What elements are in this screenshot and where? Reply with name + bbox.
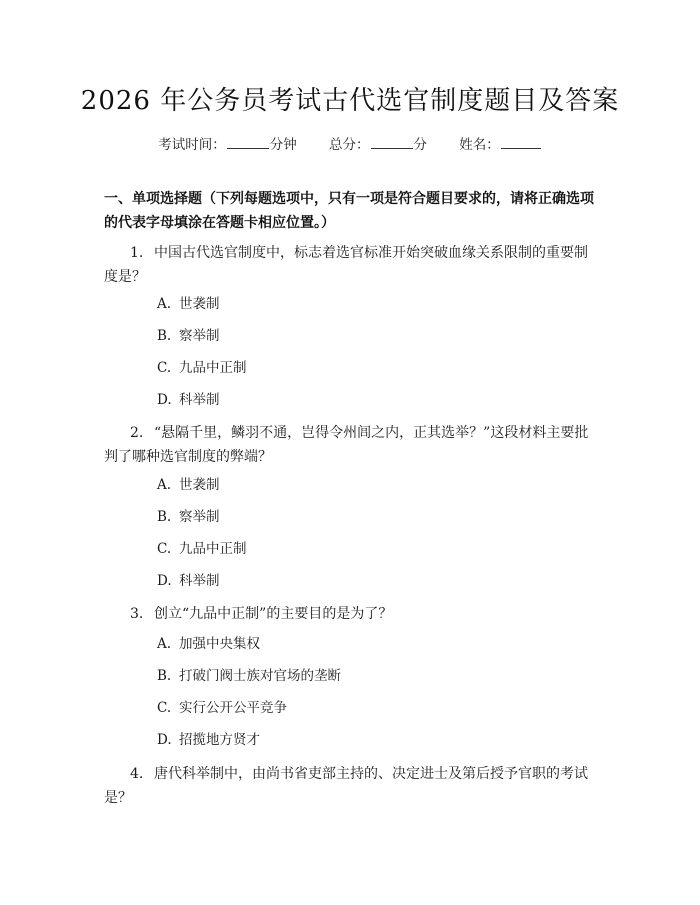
option-text: 科举制 [179, 392, 220, 408]
score-blank[interactable] [371, 134, 413, 149]
option-text: 世袭制 [179, 477, 220, 493]
exam-time [158, 137, 297, 153]
option-letter: A. [157, 477, 172, 493]
question-number: 1. [130, 245, 144, 261]
option-letter: A. [157, 636, 172, 652]
option-d[interactable] [157, 572, 220, 590]
option-b[interactable] [157, 327, 220, 345]
option-letter: C. [157, 700, 172, 716]
option-b[interactable] [157, 667, 341, 685]
option-letter: B. [157, 509, 172, 525]
time-blank[interactable] [227, 134, 269, 149]
question-text: 唐代科举制中，由尚书省吏部主持的、决定进士及第后授予官职的考试是？ [104, 766, 588, 806]
option-letter: B. [157, 328, 172, 344]
option-a[interactable] [157, 295, 220, 313]
section-heading: 一、单项选择题（下列每题选项中，只有一项是符合题目要求的，请将正确选项的代表字母填涂在答题卡相应位置。） [104, 191, 594, 231]
option-text: 打破门阀士族对官场的垄断 [179, 668, 341, 684]
exam-name [459, 137, 542, 153]
question-number: 3. [130, 606, 144, 622]
option-letter: D. [157, 573, 172, 589]
option-letter: D. [157, 732, 172, 748]
question [104, 241, 600, 289]
option-text: 实行公开公平竞争 [179, 700, 287, 716]
exam-meta [0, 133, 700, 153]
option-text: 世袭制 [179, 296, 220, 312]
question-number: 2. [130, 425, 144, 441]
question [104, 421, 600, 469]
option-text: 科举制 [179, 573, 220, 589]
question-text: 创立“九品中正制”的主要目的是为了？ [154, 606, 393, 622]
option-c[interactable] [157, 359, 247, 377]
question [104, 762, 600, 810]
question-number: 4. [130, 766, 144, 782]
option-c[interactable] [157, 540, 247, 558]
option-text: 招揽地方贤才 [179, 732, 260, 748]
question-text: “悬隔千里，鳞羽不通，岂得令州闾之内，正其选举？”这段材料主要批判了哪种选官制度的弊端？ [104, 425, 589, 465]
option-letter: C. [157, 541, 172, 557]
option-a[interactable] [157, 476, 220, 494]
option-c[interactable] [157, 699, 287, 717]
option-d[interactable] [157, 731, 260, 749]
option-b[interactable] [157, 508, 220, 526]
option-text: 察举制 [179, 328, 220, 344]
exam-score [329, 137, 427, 153]
name-blank[interactable] [501, 134, 541, 149]
option-letter: C. [157, 360, 172, 376]
option-text: 加强中央集权 [179, 636, 260, 652]
option-letter: D. [157, 392, 172, 408]
option-letter: A. [157, 296, 172, 312]
name-label: 姓名： [459, 137, 500, 153]
question [104, 602, 600, 626]
score-unit: 分 [413, 137, 427, 153]
option-a[interactable] [157, 635, 260, 653]
option-text: 九品中正制 [179, 360, 247, 376]
time-label: 考试时间： [158, 137, 226, 153]
time-unit: 分钟 [269, 137, 297, 153]
question-text: 中国古代选官制度中，标志着选官标准开始突破血缘关系限制的重要制度是？ [104, 245, 588, 285]
option-d[interactable] [157, 391, 220, 409]
option-text: 察举制 [179, 509, 220, 525]
score-label: 总分： [329, 137, 370, 153]
option-text: 九品中正制 [179, 541, 247, 557]
option-letter: B. [157, 668, 172, 684]
page-title: 2026 年公务员考试古代选官制度题目及答案 [80, 86, 620, 116]
